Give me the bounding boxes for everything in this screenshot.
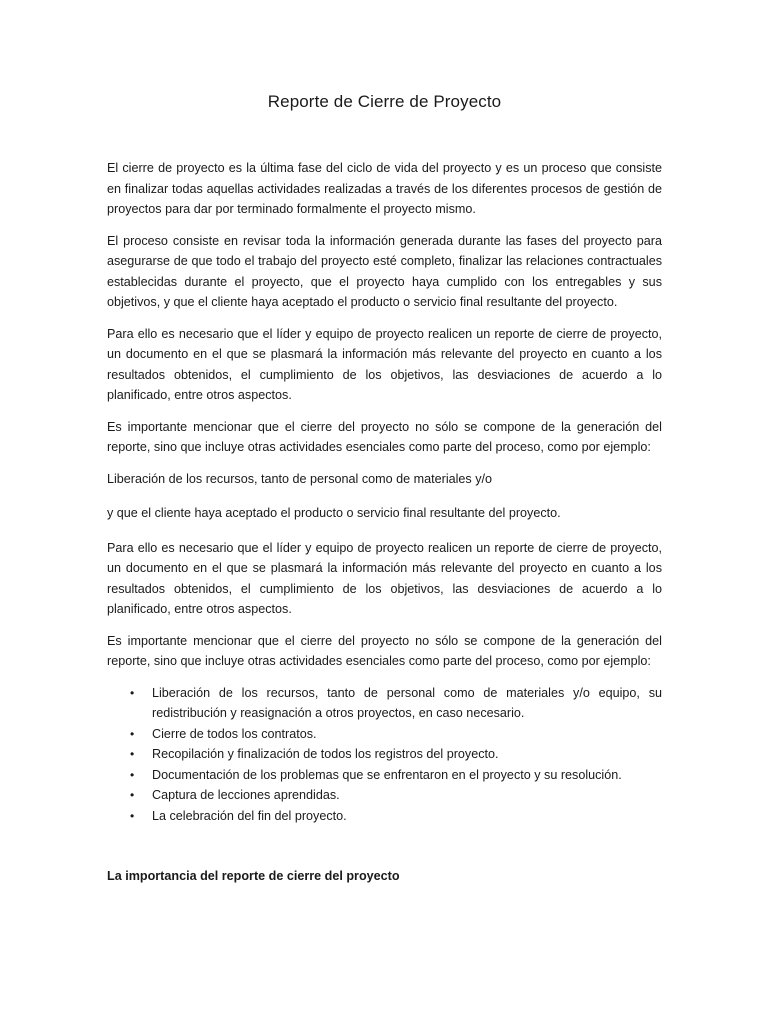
list-item	[130, 683, 662, 724]
list-item	[130, 744, 662, 765]
paragraph-process: El proceso consiste en revisar toda la información generada durante las fases del proyecto para asegurarse de que todo el trabajo del proyecto esté completo, finalizar las relaciones contractuales establecidas durante el proyecto, que el proyecto haya cumplido con los entregables y sus objetivos, y que el cliente haya aceptado el producto o servicio final resultante del proyecto.	[107, 233, 662, 309]
list-item-text: Documentación de los problemas que se enfrentaron en el proyecto y su resolución.	[152, 767, 622, 782]
list-item	[130, 785, 662, 806]
section-heading: La importancia del reporte de cierre del proyecto	[107, 869, 400, 883]
list-item	[130, 765, 662, 786]
list-item-text: Recopilación y finalización de todos los registros del proyecto.	[152, 747, 499, 761]
activities-list	[107, 683, 662, 827]
paragraph-client: y que el cliente haya aceptado el producto o servicio final resultante del proyecto.	[107, 506, 561, 520]
bullet-icon: •	[130, 747, 135, 761]
paragraph-important: Es importante mencionar que el cierre del proyecto no sólo se compone de la generación del reporte, sino que incluye otras actividades esenciales como parte del proceso, como por ejemplo:	[107, 419, 662, 454]
list-item	[130, 724, 662, 745]
paragraph-liberation: Liberación de los recursos, tanto de personal como de materiales y/o	[107, 471, 493, 486]
bullet-icon: •	[130, 726, 135, 741]
paragraph-important-repeat: Es importante mencionar que el cierre del proyecto no sólo se compone de la generación del reporte, sino que incluye otras actividades esenciales como parte del proceso, como por ejemplo:	[107, 633, 662, 668]
bullet-icon: •	[130, 685, 135, 700]
list-item-text: Cierre de todos los contratos.	[152, 726, 317, 741]
bullet-icon: •	[130, 808, 135, 823]
bullet-icon: •	[130, 788, 135, 802]
list-item-text: Captura de lecciones aprendidas.	[152, 788, 340, 802]
page-title: Reporte de Cierre de Proyecto	[267, 92, 502, 111]
paragraph-report: Para ello es necesario que el líder y equipo de proyecto realicen un reporte de cierre de proyecto, un documento en el que se plasmará la información más relevante del proyecto en cuanto a los resultados obtenidos, el cumplimiento de los objetivos, las desviaciones de acuerdo a lo planificado, entre otros aspectos.	[107, 326, 662, 402]
paragraph-report-repeat: Para ello es necesario que el líder y equipo de proyecto realicen un reporte de cierre de proyecto, un documento en el que se plasmará la información más relevante del proyecto en cuanto a los resultados obtenidos, el cumplimiento de los objetivos, las desviaciones de acuerdo a lo planificado, entre otros aspectos.	[107, 540, 662, 616]
list-item	[130, 806, 662, 827]
list-item-text: La celebración del fin del proyecto.	[152, 808, 347, 823]
paragraph-intro: El cierre de proyecto es la última fase del ciclo de vida del proyecto y es un proceso que consiste en finalizar todas aquellas actividades realizadas a través de los diferentes procesos de gestión de proyectos para dar por terminado formalmente el proyecto mismo.	[107, 161, 662, 216]
bullet-icon: •	[130, 767, 135, 782]
list-item-text: Liberación de los recursos, tanto de personal como de materiales y/o equipo, su redistribución y reasignación a otros proyectos, en caso necesario.	[152, 685, 662, 720]
